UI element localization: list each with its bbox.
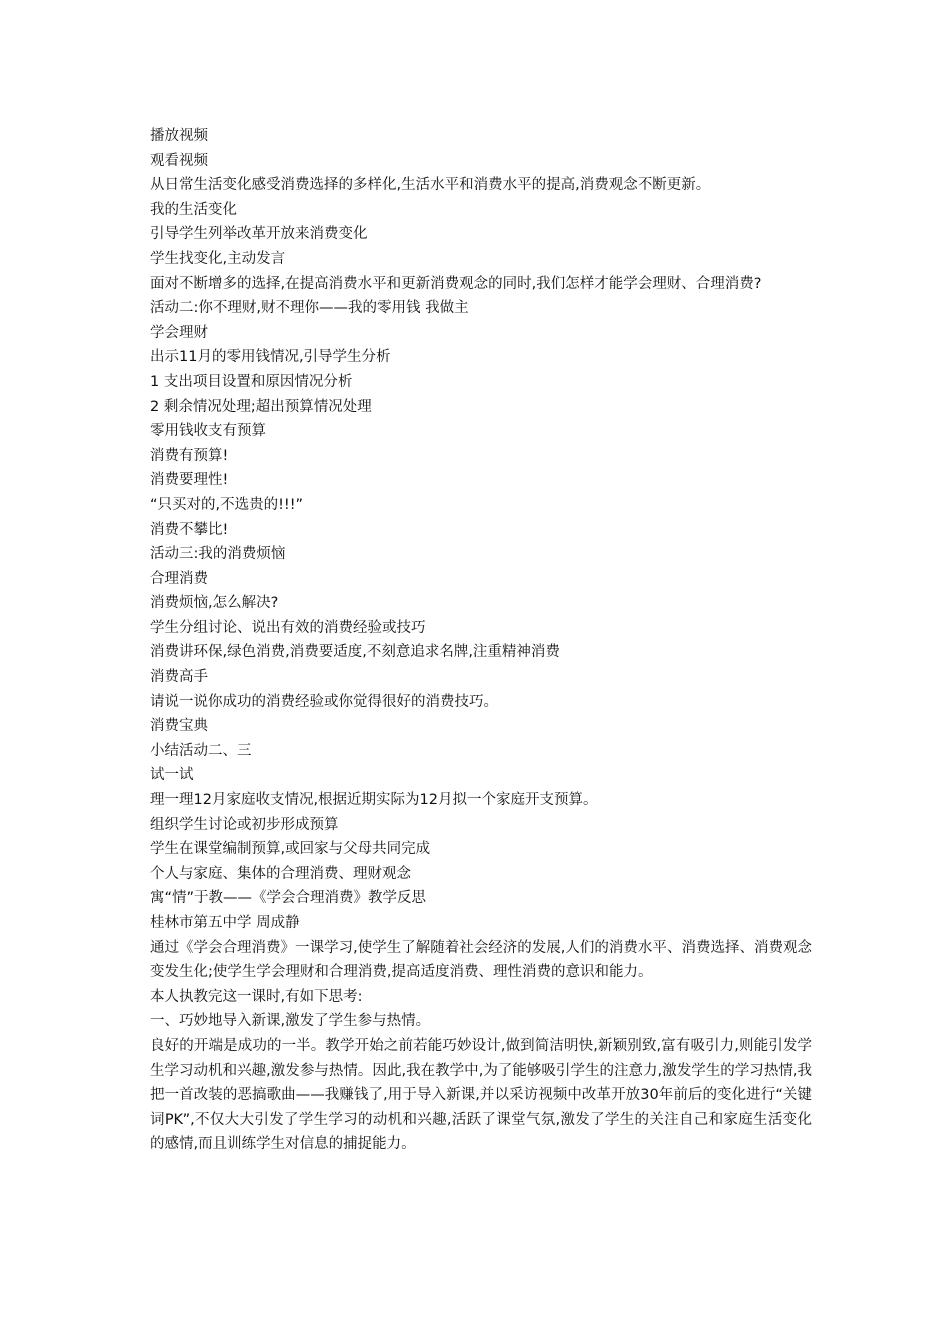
text-paragraph: 面对不断增多的选择,在提高消费水平和更新消费观念的同时,我们怎样才能学会理财、合理消费? (150, 275, 762, 292)
text-line: 理一理12月家庭收支情况,根据近期实际为12月拟一个家庭开支预算。 (150, 792, 598, 809)
text-line: 小结活动二、三 (150, 742, 252, 759)
article-author: 桂林市第五中学 周成静 (150, 915, 300, 931)
text-line: 消费高手 (150, 669, 208, 686)
text-line: 1 支出项目设置和原因情况分析 (150, 373, 353, 390)
text-line: 个人与家庭、集体的合理消费、理财观念 (150, 865, 411, 882)
text-paragraph: 良好的开端是成功的一半。教学开始之前若能巧妙设计,做到简洁明快,新颖别致,富有吸引力,则能引发学生学习动机和兴趣,激发参与热情。因此,我在教学中,为了能够吸引学生的注意力,激发学生的学习热情,我把一首改装的恶搞歌曲——我赚钱了,用于导入新课,并以采访视频中改革开放30年前后的变化进行“关键词PK”,不仅大大引发了学生学习的动机和兴趣,活跃了课堂气氛,激发了学生的关注自己和家庭生活变化的感情,而且训练学生对信息的捕捉能力。 (150, 1037, 812, 1153)
text-line: 学会理财 (150, 324, 208, 341)
text-line: 消费烦恼,怎么解决? (150, 595, 279, 612)
text-line: 消费讲环保,绿色消费,消费要适度,不刻意追求名牌,注重精神消费 (150, 644, 560, 661)
text-line: 出示11月的零用钱情况,引导学生分析 (150, 349, 391, 366)
text-line: 引导学生列举改革开放来消费变化 (150, 226, 368, 243)
section-heading: 一、巧妙地导入新课,激发了学生参与热情。 (150, 1013, 431, 1030)
text-line: 组织学生讨论或初步形成预算 (150, 816, 339, 833)
text-line: 消费有预算! (150, 447, 229, 464)
text-line: 播放视频 (150, 128, 208, 144)
text-line: 本人执教完这一课时,有如下思考: (150, 988, 363, 1005)
text-line: 消费宝典 (150, 718, 208, 735)
text-line: 试一试 (150, 767, 194, 784)
text-line: 合理消费 (150, 570, 208, 587)
article-title: 寓“情”于教——《学会合理消费》教学反思 (150, 890, 427, 907)
text-line: 请说一说你成功的消费经验或你觉得很好的消费技巧。 (150, 693, 498, 710)
text-line: 学生找变化,主动发言 (150, 250, 286, 267)
text-line: 从日常生活变化感受消费选择的多样化,生活水平和消费水平的提高,消费观念不断更新。 (150, 177, 711, 194)
text-line: 学生在课堂编制预算,或回家与父母共同完成 (150, 841, 431, 858)
text-line: 学生分组讨论、说出有效的消费经验或技巧 (150, 619, 426, 636)
text-line: “只买对的,不选贵的!!!” (150, 496, 304, 513)
text-paragraph: 通过《学会合理消费》一课学习,使学生了解随着社会经济的发展,人们的消费水平、消费选择、消费观念变发生化;使学生学会理财和合理消费,提高适度消费、理性消费的意识和能力。 (150, 939, 812, 981)
text-line: 消费要理性! (150, 472, 229, 489)
text-line: 我的生活变化 (150, 201, 237, 218)
document-body (150, 124, 812, 1157)
text-line: 观看视频 (150, 152, 208, 169)
text-line: 2 剩余情况处理;超出预算情况处理 (150, 398, 372, 415)
text-line: 零用钱收支有预算 (150, 423, 266, 440)
section-heading: 活动三:我的消费烦恼 (150, 546, 286, 563)
section-heading: 活动二:你不理财,财不理你——我的零用钱 我做主 (150, 300, 469, 317)
text-line: 消费不攀比! (150, 521, 229, 538)
